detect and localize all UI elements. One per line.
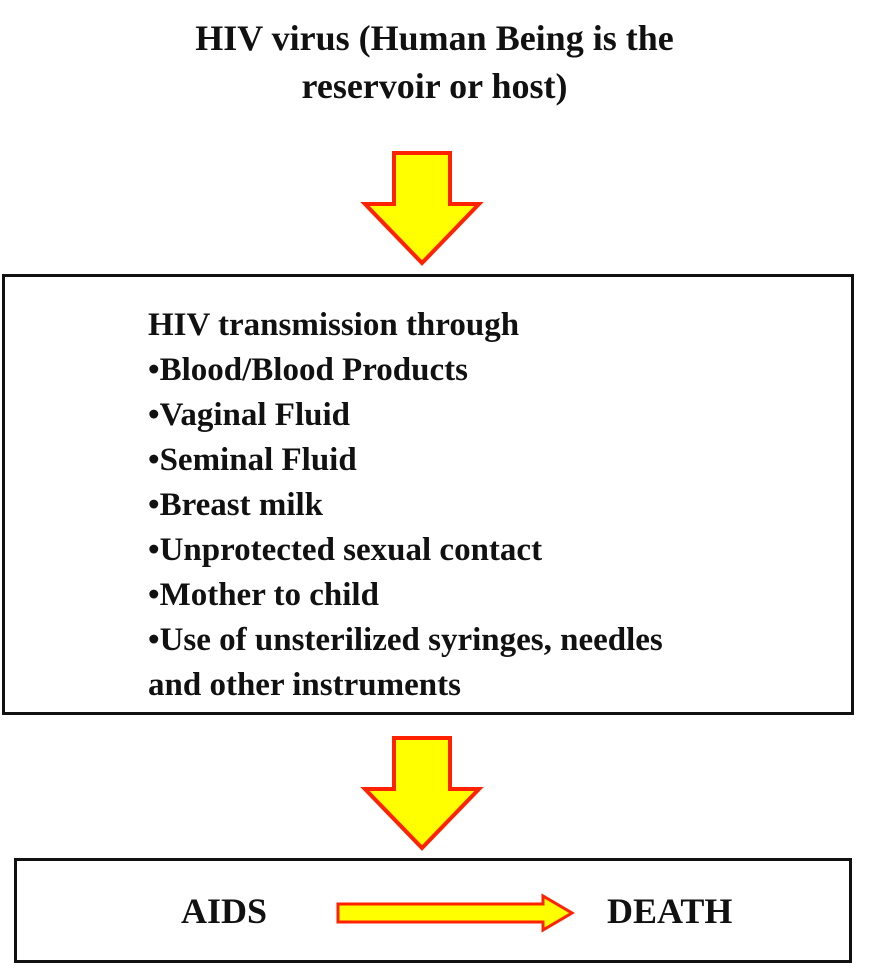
list-item: • Mother to child — [148, 573, 663, 618]
arrow-down-icon — [359, 150, 485, 268]
arrow-down-icon — [359, 735, 485, 853]
title-line-2: reservoir or host) — [301, 66, 568, 106]
transmission-box — [2, 274, 854, 715]
list-item: • Vaginal Fluid — [148, 393, 663, 438]
transmission-heading: HIV transmission through — [148, 307, 520, 343]
list-item: • Blood/Blood Products — [148, 348, 663, 393]
list-item: • Use of unsterilized syringes, needles — [148, 618, 663, 663]
aids-label: AIDS — [181, 891, 268, 931]
death-label: DEATH — [607, 891, 733, 931]
title-line-1: HIV virus (Human Being is the — [195, 18, 674, 58]
transmission-list — [148, 303, 663, 708]
list-item-continuation: and other instruments — [148, 667, 461, 703]
arrow-right-icon — [335, 893, 577, 933]
list-item: • Seminal Fluid — [148, 438, 663, 483]
diagram-title — [0, 14, 869, 110]
list-item: • Unprotected sexual contact — [148, 528, 663, 573]
outcome-box — [14, 858, 852, 963]
list-item: • Breast milk — [148, 483, 663, 528]
